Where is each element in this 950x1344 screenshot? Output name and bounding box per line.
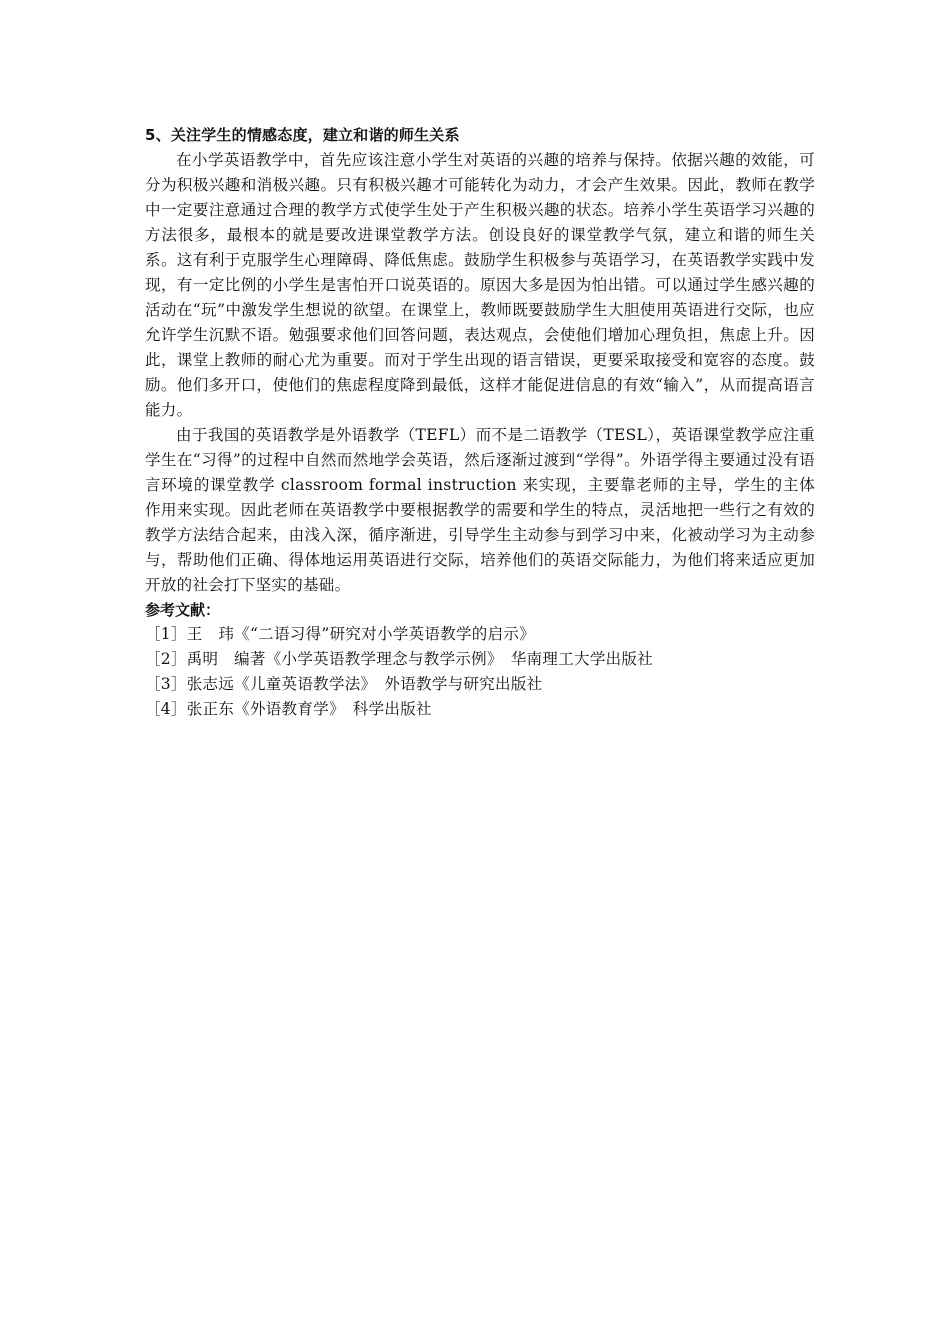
reference-item: ［1］王 玮《“二语习得”研究对小学英语教学的启示》	[145, 625, 536, 643]
reference-item: ［3］张志远《儿童英语教学法》 外语教学与研究出版社	[145, 675, 543, 693]
paragraph-interest: 在小学英语教学中，首先应该注意小学生对英语的兴趣的培养与保持。依据兴趣的效能，可分为积极兴趣和消极兴趣。只有积极兴趣才可能转化为动力，才会产生效果。因此，教师在教学中一定要注意通过合理的教学方式使学生处于产生积极兴趣的状态。培养小学生英语学习兴趣的方法很多，最根本的就是要改进课堂教学方法。创设良好的课堂教学气氛，建立和谐的师生关系。这有利于克服学生心理障碍、降低焦虑。鼓励学生积极参与英语学习，在英语教学实践中发现，有一定比例的小学生是害怕开口说英语的。原因大多是因为怕出错。可以通过学生感兴趣的活动在“玩”中激发学生想说的欲望。在课堂上，教师既要鼓励学生大胆使用英语进行交际，也应允许学生沉默不语。勉强要求他们回答问题，表达观点，会使他们增加心理负担，焦虑上升。因此，课堂上教师的耐心尤为重要。而对于学生出现的语言错误，更要采取接受和宽容的态度。鼓励。他们多开口，使他们的焦虑程度降到最低，这样才能促进信息的有效“输入”，从而提高语言能力。	[145, 151, 815, 419]
document-body	[145, 123, 815, 722]
reference-item: ［2］禹明 编著《小学英语教学理念与教学示例》 华南理工大学出版社	[145, 650, 654, 668]
reference-item: ［4］张正东《外语教育学》 科学出版社	[145, 700, 432, 718]
references-title: 参考文献：	[145, 601, 221, 619]
paragraph-acquisition: 由于我国的英语教学是外语教学（TEFL）而不是二语教学（TESL），英语课堂教学应注重学生在“习得”的过程中自然而然地学会英语，然后逐渐过渡到“学得”。外语学得主要通过没有语言环境的课堂教学 classroom formal instruction 来实现，主要靠老师的主导，学生的主体作用来实现。因此老师在英语教学中要根据教学的需要和学生的特点，灵活地把一些行之有效的教学方法结合起来，由浅入深，循序渐进，引导学生主动参与到学习中来，化被动学习为主动参与，帮助他们正确、得体地运用英语进行交际，培养他们的英语交际能力，为他们将来适应更加开放的社会打下坚实的基础。	[145, 426, 815, 594]
references-list	[145, 622, 815, 722]
section-heading: 5、关注学生的情感态度，建立和谐的师生关系	[145, 126, 460, 144]
